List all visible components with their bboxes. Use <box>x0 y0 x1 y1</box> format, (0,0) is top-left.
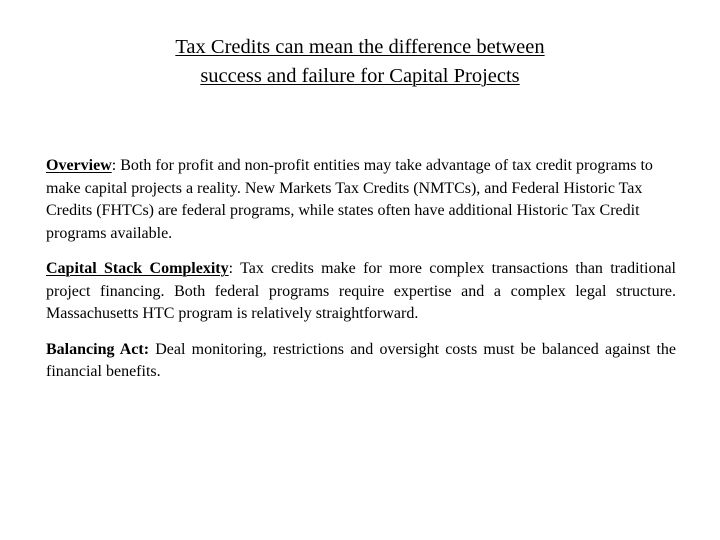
overview-label: Overview <box>46 157 112 174</box>
balancing-act-paragraph <box>46 339 676 384</box>
overview-paragraph <box>46 155 676 245</box>
capital-stack-separator: : <box>228 260 234 277</box>
capital-stack-label: Capital Stack Complexity <box>46 260 229 277</box>
slide-title <box>60 33 660 91</box>
title-line-2: success and failure for Capital Projects <box>200 65 520 87</box>
balancing-act-label: Balancing Act: <box>46 340 150 358</box>
overview-text: Both for profit and non-profit entities may take advantage of tax credit programs to make capital projects a reality. New Markets Tax Credits (NMTCs), and Federal Historic Tax Credits (FHTCs) are federal programs, while states often have additional Historic Tax Credit programs available. <box>46 157 653 242</box>
title-line-1: Tax Credits can mean the difference between <box>175 36 545 58</box>
capital-stack-paragraph <box>46 258 676 326</box>
slide-body <box>46 155 676 397</box>
overview-separator: : <box>111 157 117 174</box>
balancing-act-text: Deal monitoring, restrictions and oversight costs must be balanced against the financial benefits. <box>46 340 677 380</box>
capital-stack-text: Tax credits make for more complex transactions than traditional project financing. Both federal programs require expertise and a complex legal structure. Massachusetts HTC program is relatively straightforward. <box>46 260 676 322</box>
